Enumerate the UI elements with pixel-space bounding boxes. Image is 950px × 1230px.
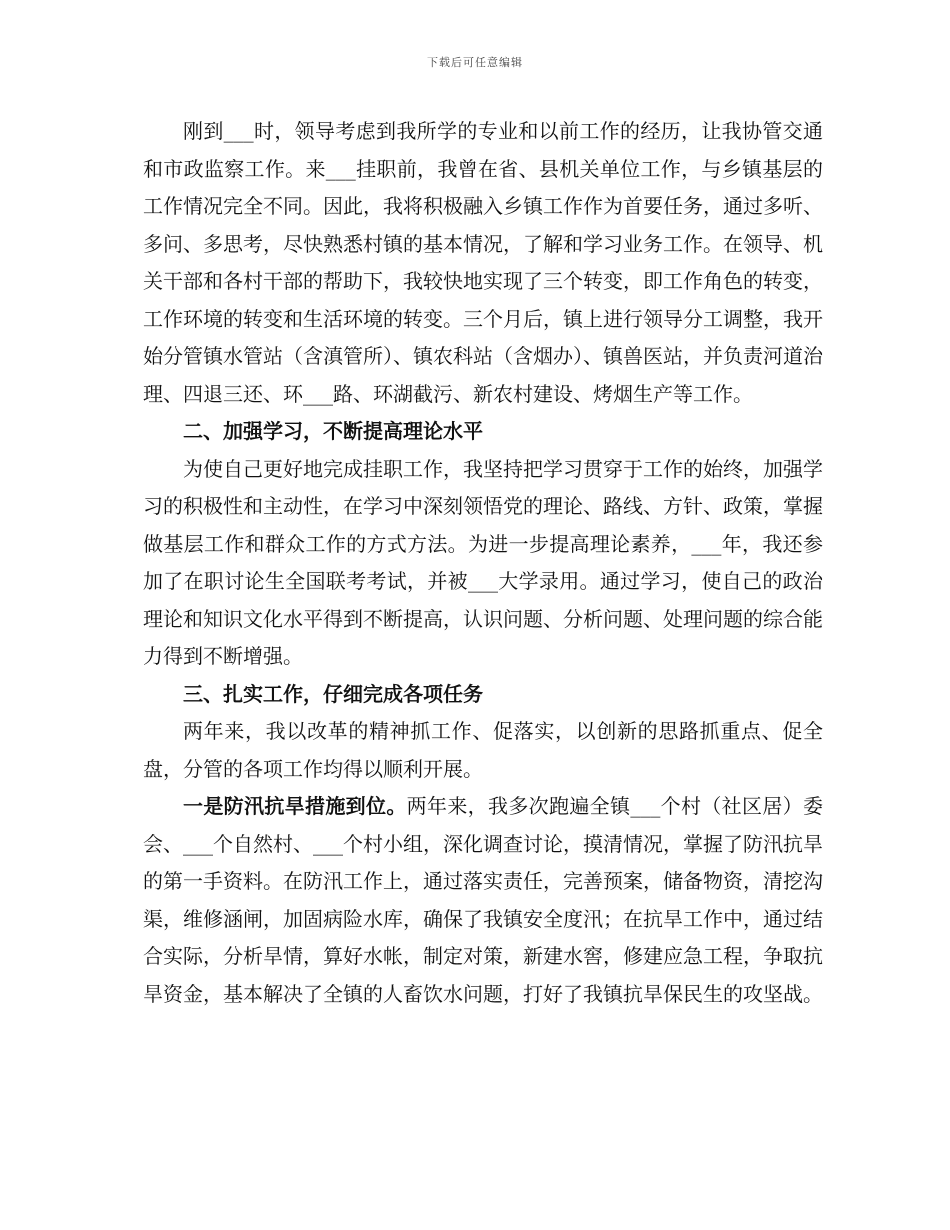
paragraph-lead: 一是防汛抗旱措施到位。 [183,794,407,818]
paragraph-flood-control [143,788,823,1013]
paragraph-body: 两年来，我多次跑遍全镇___个村（社区居）委会、___个自然村、___个村小组，深化调查讨论，摸清情况，掌握了防汛抗旱的第一手资料。在防汛工作上，通过落实责任，完善预案，储备物资，清挖沟渠，维修涵闸，加固病险水库，确保了我镇安全度汛；在抗旱工作中，通过结合实际，分析旱情，算好水帐，制定对策，新建水窖，修建应急工程，争取抗旱资金，基本解决了全镇的人畜饮水问题，打好了我镇抗旱保民生的攻坚战。 [143,794,824,1006]
document-body [143,113,823,1013]
paragraph-work: 两年来，我以改革的精神抓工作、促落实，以创新的思路抓重点、促全盘，分管的各项工作均得以顺利开展。 [143,719,823,781]
section-heading-2: 二、加强学习，不断提高理论水平 [183,419,483,443]
paragraph-study: 为使自己更好地完成挂职工作，我坚持把学习贯穿于工作的始终，加强学习的积极性和主动性，在学习中深刻领悟党的理论、路线、方针、政策，掌握做基层工作和群众工作的方式方法。为进一步提高理论素养，___年，我还参加了在职讨论生全国联考考试，并被___大学录用。通过学习，使自己的政治理论和知识文化水平得到不断提高，认识问题、分析问题、处理问题的综合能力得到不断增强。 [143,456,823,668]
paragraph-intro: 刚到___时，领导考虑到我所学的专业和以前工作的经历，让我协管交通和市政监察工作。来___挂职前，我曾在省、县机关单位工作，与乡镇基层的工作情况完全不同。因此，我将积极融入乡镇工作作为首要任务，通过多听、多问、多思考，尽快熟悉村镇的基本情况，了解和学习业务工作。在领导、机关干部和各村干部的帮助下，我较快地实现了三个转变，即工作角色的转变，工作环境的转变和生活环境的转变。三个月后，镇上进行领导分工调整，我开始分管镇水管站（含滇管所）、镇农科站（含烟办）、镇兽医站，并负责河道治理、四退三还、环___路、环湖截污、新农村建设、烤烟生产等工作。 [143,119,823,406]
section-heading-3: 三、扎实工作，仔细完成各项任务 [183,681,483,706]
page-header: 下载后可任意编辑 [427,56,523,69]
